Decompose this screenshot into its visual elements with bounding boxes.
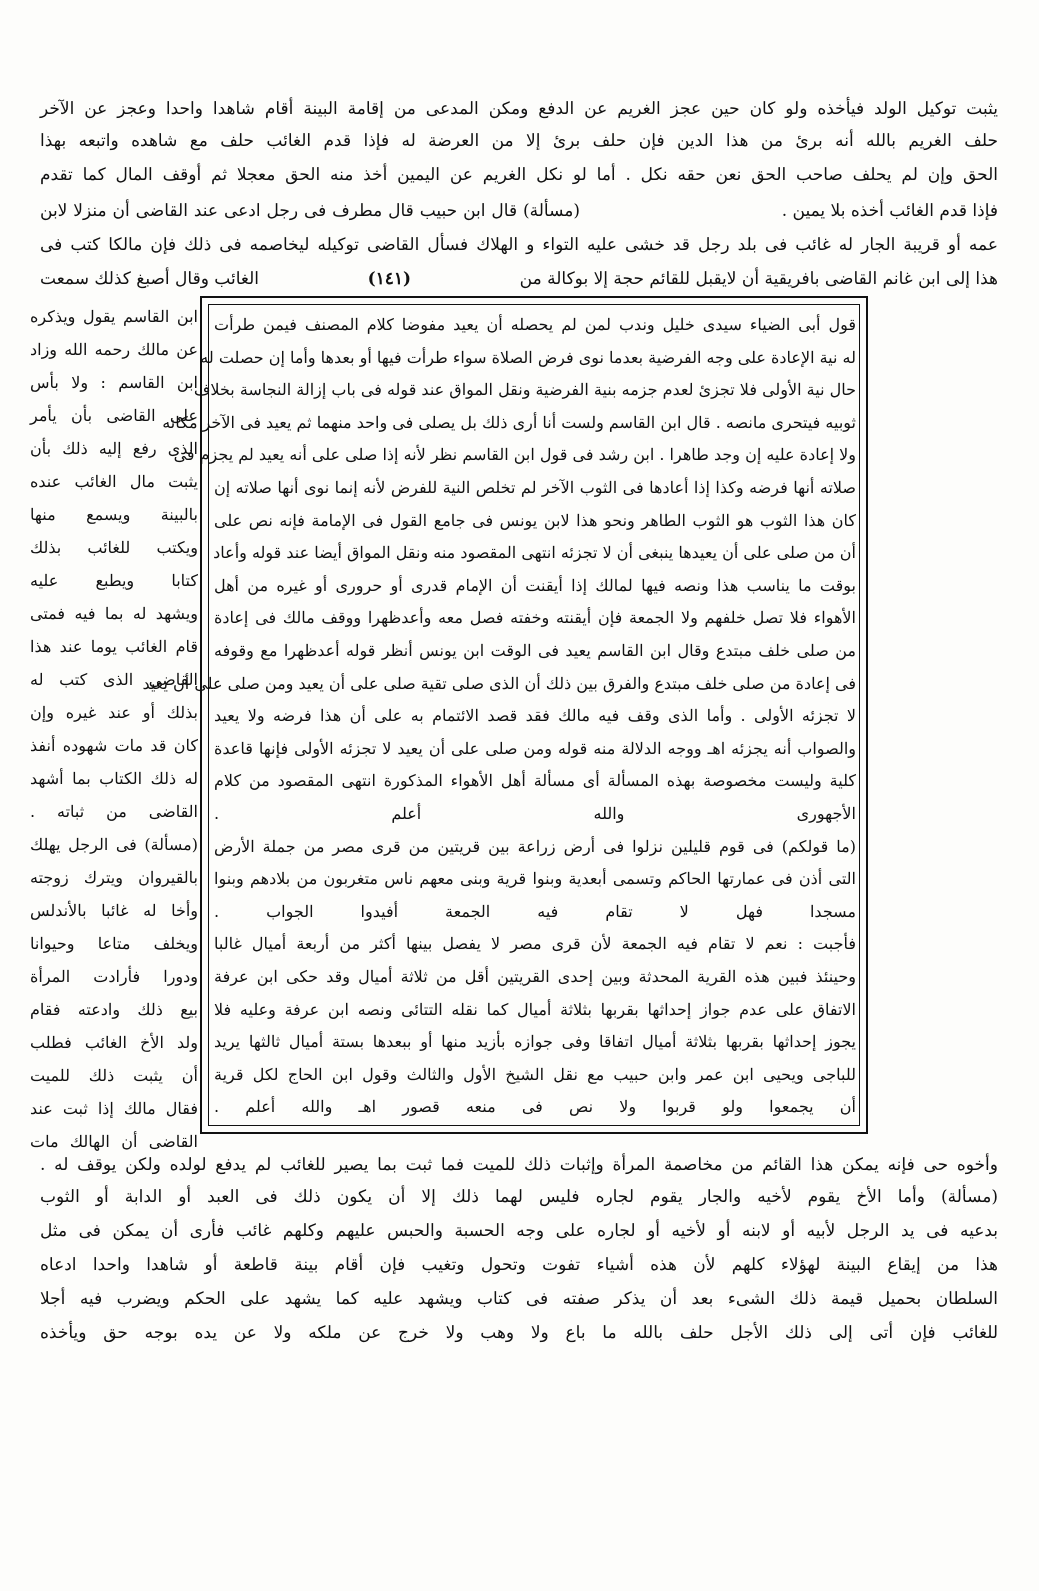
page-number: (١٤١) <box>367 269 412 289</box>
text-line: الحق وإن لم يحلف صاحب الحق نعن حقه نكل . أما لو نكل الغريم عن اليمين أخذ منه الحق معجلا ثم أوقف المال كما تقدم <box>40 165 998 185</box>
commentary-line: أن يجمعوا ولو قربوا ولا نص فى منعه قصور اهـ والله أعلم . <box>214 1097 856 1117</box>
commentary-line: ثوبيه فيتحرى مانصه . قال ابن القاسم ولست أنا أرى ذلك بل يصلى فى واحد منهما ثم يعيد فى الآخر مكانه <box>162 412 856 432</box>
commentary-line: صلاته أنها فرضه وكذا إذا أعادها فى الثوب الآخر لم تخلص النية للفرض لأنه إنما نوى أنها صلاته إن <box>214 478 856 497</box>
text-line: للغائب فإن أتى إلى ذلك الأجل حلف بالله ما باع ولا وهب ولا خرج عن ملكه ولا عن يده بوجه حق ويأخذه <box>40 1323 998 1343</box>
margin-line: ويكتب للغائب بذلك <box>30 538 198 557</box>
text-line: عمه أو قريبة الجار له غائب فى بلد رجل قد خشى عليه التواء و الهلاك فسأل القاضى توكيله ليخاصمه فى ذلك فإن مالكا كتب فى <box>40 235 998 255</box>
margin-line: (مسألة) فى الرجل يهلك <box>30 835 198 854</box>
commentary-line: التى أذن فى عمارتها الحاكم وتسمى أبعدية وبنوا قرية وبنى معهم ناس متغربون من بلادهم وبنوا <box>214 869 856 889</box>
margin-line: كتابا ويطبع عليه <box>30 571 198 590</box>
margin-line: ابن القاسم يقول ويذكره <box>30 307 198 326</box>
commentary-line: قول أبى الضياء سيدى خليل وندب لمن لم يحصله أن يعيد مفوضا كلام المصنف فيمن طرأت <box>214 315 856 334</box>
margin-line: القاضى الذى كتب له <box>30 670 198 689</box>
commentary-line: له نية الإعادة على وجه الفرضية بعدما نوى فرض الصلاة سواء طرأت فيها أو بعدها وأما إن حصلت له <box>200 347 856 367</box>
commentary-line: للباجى ويحيى ابن عمر وابن حبيب مع نقل الشيخ الأول والثالث وقول ابن الحاج لكل قرية <box>214 1064 856 1084</box>
margin-line: بالقيروان ويترك زوجته <box>30 868 198 887</box>
masala-heading: (مسألة) قال ابن حبيب قال مطرف فى رجل ادعى عند القاضى أن منزلا لابن <box>40 201 580 221</box>
text-line: حلف الغريم بالله أنه برئ من هذا الدين فإن حلف برئ إلا من العرضة له فإذا قدم الغائب حلف مع شاهده واتبعه بهذا <box>40 131 998 151</box>
margin-line: وأخا له غائبا بالأندلس <box>30 901 198 920</box>
margin-line: ودورا فأرادت المرأة <box>30 967 198 986</box>
commentary-line: كان هذا الثوب هو الثوب الطاهر ونحو هذا لابن يونس فى جامع القول فى الإمامة فإنه نص على <box>214 510 856 530</box>
commentary-line: الأجهورى والله أعلم . <box>214 804 856 823</box>
commentary-line: ولا إعادة عليه إن وجد طاهرا . ابن رشد فى قول ابن القاسم نظر لأنه إذا صلى على أنه يعيد لم يجزم فى <box>173 445 856 465</box>
commentary-line: وحينئذ فبين هذه القرية المحدثة وبين إحدى القريتين أقل من ثلاثة أميال وقد حكى ابن عرفة <box>214 967 857 986</box>
commentary-line: (ما قولكم) فى قوم قليلين نزلوا فى أرض زراعة بين قريتين من قرى مصر من جملة الأرض <box>214 836 856 856</box>
margin-line: ولد الأخ الغائب فطلب <box>30 1033 198 1052</box>
margin-line: بيع ذلك وادعته فقام <box>30 1000 198 1019</box>
text-line: فإذا قدم الغائب أخذه بلا يمين . <box>781 201 998 221</box>
margin-line: يثبت مال الغائب عنده <box>30 472 198 491</box>
commentary-line: الأهواء فلا تصل خلفهم ولا الجمعة فإن أيقنته وخفته فصل معه وأعدظهرا ووقف مالك فى إعادة <box>214 608 856 628</box>
commentary-line: أن من صلى على أن يعيدها ينبغى أن لا تجزئه انتهى المقصود منه ونقل المواق أيضا عند قوله وأعاد <box>213 543 856 563</box>
margin-line: القاضى أن الهالك مات <box>30 1132 198 1151</box>
margin-line: على القاضى بأن يأمر <box>30 406 198 425</box>
margin-line: عن مالك رحمه الله وزاد <box>30 340 198 359</box>
commentary-line: مسجدا فهل لا تقام فيه الجمعة أفيدوا الجواب . <box>214 901 856 921</box>
margin-line: بذلك أو عند غيره وإن <box>30 703 198 722</box>
margin-line: قام الغائب يوما عند هذا <box>30 637 198 656</box>
text-line: (مسألة) وأما الأخ يقوم لأخيه والجار يقوم لجاره فليس لهما ذلك إلا أن يكون ذلك فى العبد أو الدابة أو الثوب <box>40 1187 998 1207</box>
commentary-line: يجوز إحداثها بقربها بثلاثة أميال اتفاقا وفى جوازه بأزيد منها أو ببعدها بستة أميال ثالثها يريد <box>214 1032 856 1052</box>
commentary-line: بوقت ما يناسب هذا ونصه فيها لمالك إذا أيقنت أن الإمام قدرى أو حرورى أو غيره من أهل <box>214 575 856 595</box>
header-left-text: هذا إلى ابن غانم القاضى بافريقية أن لايقبل للقائم حجة إلا بوكالة من <box>519 269 998 289</box>
commentary-line: من صلى خلف مبتدع وقال ابن القاسم يعيد فى الوقت ابن يونس أنظر قوله أعدظهرا مع وقوفه <box>214 641 856 660</box>
margin-line: ابن القاسم : ولا بأس <box>30 373 198 392</box>
commentary-line: الاتفاق على عدم جواز إحداثها بقربها بثلاثة أميال كما نقله التتائى ونصه ابن عرفة وعليه فلا <box>214 999 856 1019</box>
text-line: السلطان بحميل قيمة ذلك الشىء بعد أن يذكر صفته فى كتاب ويشهد عليه كما يشهد على الحكم ويضرب فيه أجلا <box>40 1289 998 1309</box>
text-line: يثبت توكيل الولد فيأخذه ولو كان حين عجز الغريم عن الدفع ومكن المدعى من إقامة البينة أقام شاهدا واحدا وعجز عن الآخر <box>40 99 998 119</box>
commentary-line: فأجبت : نعم لا تقام فيه الجمعة لأن قرى مصر لا يفصل بينها أكثر من أربعة أميال غالبا <box>214 934 856 954</box>
commentary-line: حال نية الأولى فلا تجزئ لعدم جزمه بنية الفرضية ونقل المواق عند قوله فى باب إزالة النجاسة بخلاف <box>193 380 856 400</box>
commentary-line: فى إعادة من صلى خلف مبتدع والفرق بين ذلك أن الذى صلى تقية صلى على أن يعيد ومن صلى على أن يعيد <box>142 673 856 693</box>
margin-line: فقال مالك إذا ثبت عند <box>30 1099 198 1118</box>
margin-line: بالبينة ويسمع منها <box>30 505 198 524</box>
margin-line: ويخلف متاعا وحيوانا <box>30 934 198 953</box>
page-header <box>40 264 998 296</box>
text-line: هذا من إيقاع البينة لهؤلاء كلهم لأن هذه أشياء تفوت وتحول وتغيب فإن أقام بينة قاطعة أو شاهدا واحدا ادعاه <box>40 1255 998 1275</box>
commentary-line: كلية وليست مخصوصة بهذه المسألة أى مسألة أهل الأهواء المذكورة انتهى المقصود من كلام <box>214 771 856 791</box>
text-line: وأخوه حى فإنه يمكن هذا القائم من مخاصمة المرأة وإثبات ذلك للميت فما ثبت بما يصير للغائب لم يدفع لولده ولكن يوقف له . <box>40 1155 998 1175</box>
margin-line: القاضى من ثباته . <box>30 802 198 821</box>
margin-line: ويشهد له بما فيه فمتى <box>30 604 198 623</box>
margin-line: له ذلك الكتاب بما أشهد <box>30 769 198 788</box>
commentary-line: والصواب أنه يجزئه اهـ ووجه الدلالة منه قوله ومن صلى على أن يعيد لا تجزئه الأولى فإنها قاعدة <box>214 738 856 758</box>
margin-line: كان قد مات شهوده أنفذ <box>30 736 198 755</box>
margin-line: أن يثبت ذلك للميت <box>30 1066 198 1085</box>
margin-line: الذى رفع إليه ذلك بأن <box>30 439 198 458</box>
header-right-text: الغائب وقال أصبغ كذلك سمعت <box>40 269 260 289</box>
text-line: بدعيه فى يد الرجل لأبيه أو لابنه أو لأخيه أو لجاره على وجه الحسبة والحبس عليهم وكلهم غائب فأرى أن يمكن فى مثل <box>40 1221 998 1241</box>
commentary-line: لا تجزئه الأولى . وأما الذى وقف فيه مالك فقد قصد الائتمام به على أن هذا فرضه ولا يعيد <box>214 706 856 726</box>
